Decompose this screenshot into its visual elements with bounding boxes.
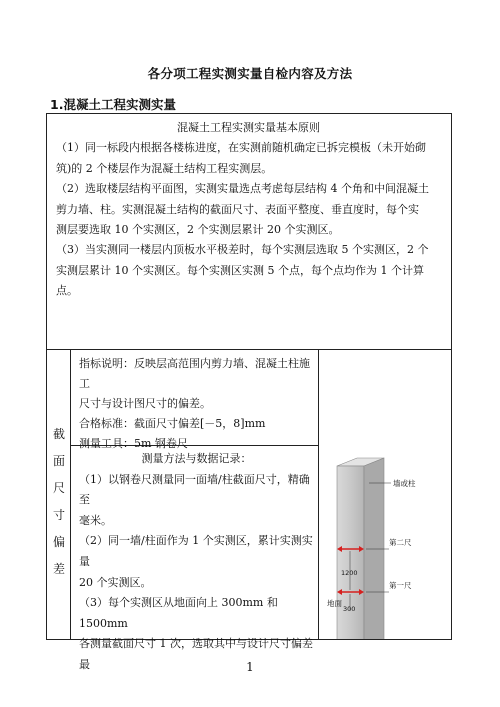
principles-cell [47, 114, 451, 350]
column-measurement-figure [319, 349, 451, 639]
principles-line: （3）当实测同一楼层内顶板水平极差时，每个实测层选取 5 个实测区，2 个 [56, 243, 429, 257]
measurement-method [71, 445, 318, 671]
item-label-char: 尺 [52, 481, 65, 495]
principles-line: 实测层累计 10 个实测区。每个实测区实测 5 个点，每个点均作为 1 个计算 [56, 263, 424, 277]
dimension-300: 300 [343, 605, 356, 613]
item-detail-cell [71, 349, 319, 671]
wall-label: 墙或柱 [393, 479, 416, 488]
principles-line: 剪力墙、柱。实测混凝土结构的截面尺寸、表面平整度、垂直度时，每个实 [56, 202, 419, 216]
principles-line: 测层要选取 10 个实测区，2 个实测层累计 20 个实测区。 [56, 223, 340, 237]
item-label-char: 偏 [52, 535, 65, 549]
method-title: 测量方法与数据记录： [141, 452, 252, 465]
method-line: 毫米。 [79, 513, 112, 527]
indicator-note [71, 349, 318, 450]
page-number: 1 [246, 660, 254, 674]
figure-cell [319, 349, 451, 639]
principles-line: （1）同一标段内根据各楼栋进度，在实测前随机确定已拆完模板（未开始砌 [56, 141, 426, 155]
principles-title: 混凝土工程实测实量基本原则 [177, 121, 320, 134]
item-label [47, 421, 71, 583]
method-line: （1）以钢卷尺测量同一面墙/柱截面尺寸，精确至 [79, 472, 310, 507]
second-measure-label: 第二尺 [389, 538, 412, 547]
principles-line: 点。 [56, 284, 78, 298]
principles-line: 筑)的 2 个楼层作为混凝土结构工程实测层。 [56, 161, 273, 175]
item-label-char: 截 [52, 427, 65, 441]
item-label-cell [47, 349, 71, 639]
principles-line: （2）选取楼层结构平面图，实测实量选点考虑每层结构 4 个角和中间混凝土 [56, 182, 429, 196]
method-line: 各测量截面尺寸 1 次，选取其中与设计尺寸偏差最 [79, 637, 313, 671]
item-label-char: 差 [52, 562, 65, 576]
note-line: 指标说明：反映层高范围内剪力墙、混凝土柱施工 [79, 357, 310, 390]
note-line: 合格标准：截面尺寸偏差[－5，8]mm [79, 417, 266, 430]
section-heading: 1.混凝土工程实测实量 [50, 97, 176, 112]
ground-label: 地面 [327, 599, 342, 608]
item-label-char: 面 [52, 454, 65, 468]
method-line: （2）同一墙/柱面作为 1 个实测区，累计实测实量 [79, 534, 313, 568]
note-line: 测量工具：5m 钢卷尺 [79, 437, 188, 450]
method-line: （3）每个实测区从地面向上 300mm 和 1500mm [79, 596, 278, 630]
method-line: 20 个实测区。 [79, 575, 152, 589]
dimension-1200: 1200 [341, 569, 358, 577]
item-label-char: 寸 [52, 508, 65, 522]
column-front-face [337, 466, 364, 639]
document-title: 各分项工程实测实量自检内容及方法 [147, 66, 353, 81]
column-side-face [364, 458, 384, 639]
first-measure-label: 第一尺 [389, 581, 412, 590]
note-line: 尺寸与设计图尺寸的偏差。 [79, 397, 211, 410]
content-table [46, 113, 452, 671]
